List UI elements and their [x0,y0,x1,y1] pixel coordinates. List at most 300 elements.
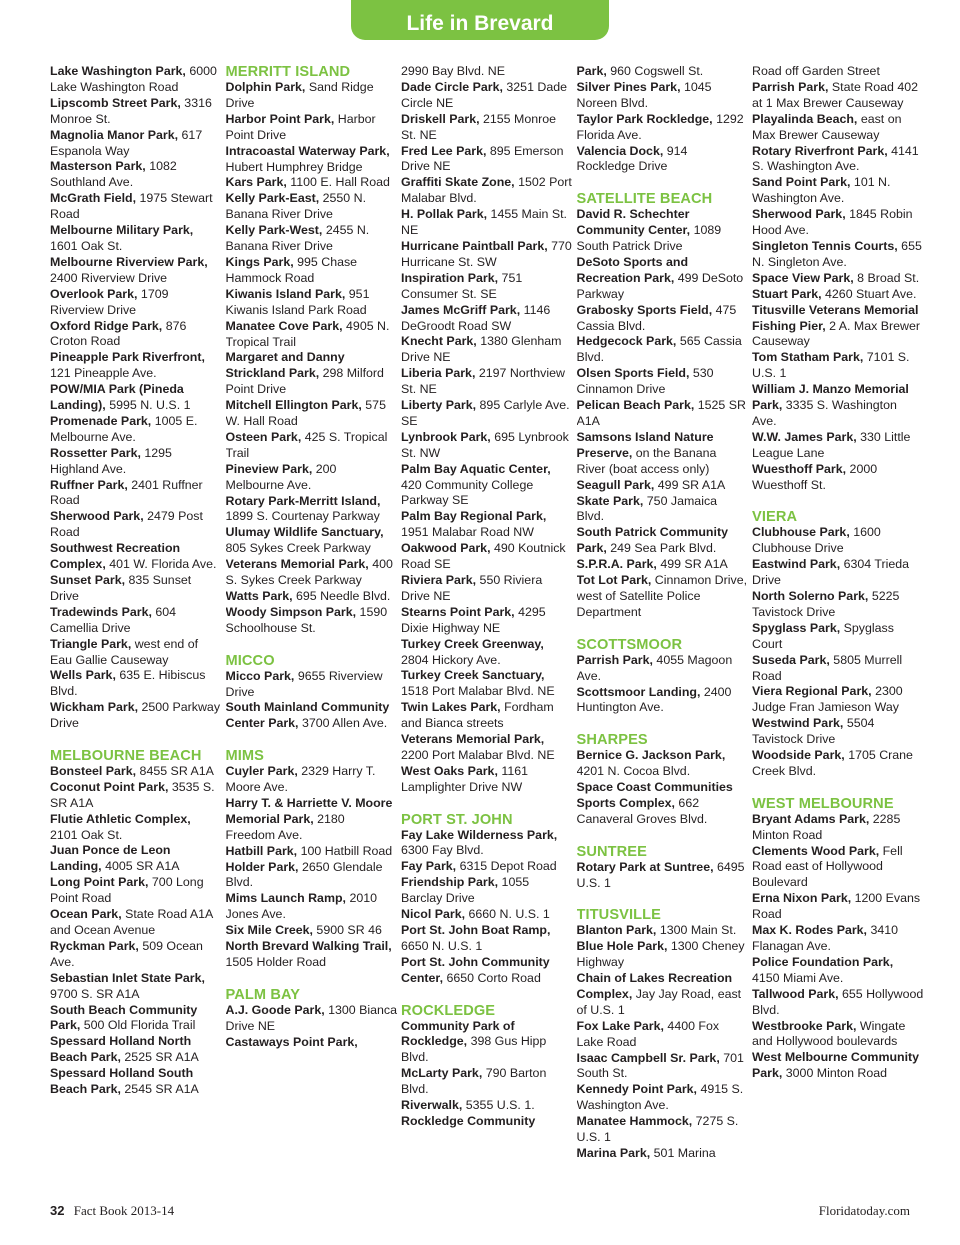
section-spacer [401,987,573,1003]
park-address: 914 Rockledge Drive [576,143,688,174]
park-entry [577,939,749,971]
park-entry [401,80,573,112]
park-entry [50,1034,222,1066]
park-address: 895 Emerson Drive NE [401,143,564,174]
park-entry [577,860,749,892]
park-address: 1505 Holder Road [225,955,327,969]
park-entry [401,541,573,573]
park-address: 425 S. Tropical Trail [225,429,388,460]
park-address: 5805 Murrell Road [752,652,903,683]
section-spacer [752,780,924,796]
park-entry [226,287,398,319]
park-name: Space View Park, [752,270,854,285]
park-entry [752,557,924,589]
park-address: 1295 Highland Ave. [50,445,172,476]
park-name: Rotary Park at Suntree, [576,859,714,874]
park-address: 1975 Stewart Road [50,191,213,222]
park-name: Stearns Point Park, [401,604,515,619]
park-entry [577,971,749,1019]
park-name: Westwind Park, [752,716,844,731]
park-address: 530 Cinnamon Drive [576,366,714,397]
park-name: Kings Park, [225,254,294,269]
park-address: 1300 Bianca Drive NE [225,1002,398,1033]
park-address: 1055 Barclay Drive [401,875,530,906]
park-name: Wuesthoff Park, [752,461,847,476]
park-address: 951 Kiwanis Island Park Road [225,286,370,317]
park-address: 662 Canaveral Groves Blvd. [576,795,708,826]
park-entry [50,223,222,255]
park-entry [577,1146,749,1162]
park-entry [50,191,222,223]
park-address: Spyglass Court [752,620,894,651]
park-address: 895 Carlyle Ave. SE [401,398,570,428]
section-spacer [577,891,749,907]
park-address: State Road 402 at 1 Max Brewer Causeway [752,79,919,110]
column-1 [50,64,226,1194]
park-name: Playalinda Beach, [752,111,858,126]
park-entry [577,255,749,303]
park-address: Jay Jay Road, east of U.S. 1 [576,986,742,1017]
park-address: 5225 Tavistock Drive [752,588,900,619]
park-address: 2400 Huntington Ave. [576,684,732,715]
park-entry [752,891,924,923]
park-entry [226,860,398,892]
park-entry [401,144,573,176]
park-name: Erna Nixon Park, [752,891,852,906]
park-entry [226,700,398,732]
park-entry [50,478,222,510]
park-address: 1146 DeGroodt Road SW [401,302,551,333]
park-entry [226,939,398,971]
park-entry [226,80,398,112]
park-address: 1300 Main St. [659,923,737,938]
park-entry [401,700,573,732]
park-entry [226,764,398,796]
park-name: North Solerno Park, [752,588,869,603]
park-name: Ocean Park, [50,907,122,922]
park-name: West Oaks Park, [401,763,498,778]
park-address: 960 Cogswell St. [610,64,704,78]
park-address: 121 Pineapple Ave. [50,366,157,381]
park-address: 3251 Dade Circle NE [401,79,568,110]
park-entry [226,844,398,860]
park-name: Singleton Tennis Courts, [752,238,898,253]
park-address: 3410 Flanagan Ave. [752,923,899,953]
park-name: Southwest Recreation Complex, [50,541,181,572]
park-address: 1601 Oak St. [50,238,123,253]
park-name: Stuart Park, [752,286,822,301]
park-name: Silver Pines Park, [576,79,681,94]
park-address: 2550 N. Banana River Drive [225,191,367,222]
park-entry [226,589,398,605]
park-entry [401,430,573,462]
park-entry [226,175,398,191]
park-address: 499 DeSoto Parkway [576,270,744,301]
park-entry [752,303,924,351]
park-entry [577,748,749,780]
park-entry [752,382,924,430]
park-address: 655 Hollywood Blvd. [752,986,924,1017]
park-name: Nicol Park, [401,907,466,922]
park-entry [401,1098,573,1114]
park-address: 3700 Allen Ave. [301,716,388,731]
park-entry [226,223,398,255]
park-entry [401,271,573,303]
park-address: 2400 Riverview Drive [50,270,168,285]
park-name: Overlook Park, [50,286,138,301]
park-entry [401,764,573,796]
park-name: Sherwood Park, [50,509,144,524]
park-name: Micco Park, [225,668,295,683]
section-spacer [226,637,398,653]
park-address: 249 Sea Park Blvd. [610,541,717,556]
park-address: 805 Sykes Creek Parkway [225,541,371,556]
park-entry [226,430,398,462]
park-address: 575 W. Hall Road [225,398,386,429]
park-entry [226,255,398,287]
park-name: Fox Lake Park, [576,1018,664,1033]
park-address: 420 Community College Parkway SE [401,477,534,508]
park-name: Mitchell Ellington Park, [225,398,362,413]
park-address: 5995 N. U.S. 1 [109,398,191,413]
park-address: 9655 Riverview Drive [225,668,383,699]
park-address: 1899 S. Courtenay Parkway [225,509,380,524]
park-entry [50,971,222,1003]
park-entry [401,239,573,271]
park-name: Space Coast Communities Sports Complex, [576,780,733,810]
park-name: Riverwalk, [401,1098,463,1113]
park-name: Clubhouse Park, [752,525,850,540]
park-address: Hubert Humphrey Bridge [225,159,363,174]
section-spacer [226,732,398,748]
park-name: Rotary Park-Merritt Island, [225,493,381,508]
park-entry [50,668,222,700]
park-address: 695 Needle Blvd. [295,589,391,603]
park-name: Tallwood Park, [752,986,839,1001]
park-address: 9700 S. SR A1A [50,986,140,1001]
park-address: 1005 E. Melbourne Ave. [50,413,198,444]
park-name: Dade Circle Park, [401,79,503,94]
park-name: Driskell Park, [401,111,480,126]
park-address: 6304 Trieda Drive [752,557,910,588]
park-name: Bernice G. Jackson Park, [576,748,726,763]
park-entry [577,303,749,335]
park-entry [50,541,222,573]
park-name: Pelican Beach Park, [576,398,695,413]
park-name: Magnolia Manor Park, [50,127,179,142]
park-address: east on Max Brewer Causeway [752,111,902,142]
park-name: Melbourne Riverview Park, [50,254,208,269]
section-spacer [401,796,573,812]
park-address: 6300 Fay Blvd. [401,843,484,858]
park-address: 790 Barton Blvd. [401,1066,547,1097]
park-address: 2525 SR A1A [124,1050,199,1065]
park-address: 8 Broad St. [857,270,920,285]
park-address: 499 SR A1A [657,477,726,492]
park-address: 655 N. Singleton Ave. [752,238,922,269]
park-name: William J. Manzo Memorial Park, [752,382,909,413]
park-name: Knecht Park, [401,334,477,349]
park-address: 2804 Hickory Ave. [401,652,501,667]
park-name: Rockledge Community [401,1113,536,1128]
park-address: 1200 Evans Road [752,891,921,922]
park-address: 6495 U.S. 1 [576,859,745,890]
park-name: Viera Regional Park, [752,684,872,699]
park-address: 2650 Glendale Blvd. [225,859,383,890]
park-address: 2 A. Max Brewer Causeway [752,318,921,349]
park-entry [50,843,222,875]
park-name: Woodside Park, [752,748,845,763]
park-address: 701 South St. [576,1050,744,1081]
park-address: 330 Little League Lane [752,429,911,460]
park-name: Liberty Park, [401,398,477,413]
park-entry [401,637,573,669]
park-name: Palm Bay Aquatic Center, [401,461,551,476]
park-name: Bonsteel Park, [50,763,137,778]
park-name: Six Mile Creek, [225,923,313,938]
park-name: Margaret and Danny Strickland Park, [225,350,345,381]
park-name: Lynbrook Park, [401,429,491,444]
park-name: South Mainland Community Center Park, [225,700,390,731]
park-address: Fell Road east of Hollywood Boulevard [752,843,903,890]
park-name: A.J. Goode Park, [225,1002,325,1017]
park-address: 1845 Robin Hood Ave. [752,207,913,238]
park-name: Kelly Park-West, [225,223,323,238]
park-name: Oxford Ridge Park, [50,318,163,333]
park-name: Dolphin Park, [225,80,306,94]
park-entry [577,525,749,557]
park-name: POW/MIA Park (Pineda Landing), [50,382,184,413]
park-name: Grabosky Sports Field, [576,302,713,317]
park-name: Ruffner Park, [50,477,128,492]
park-address: 101 N. Washington Ave. [752,175,891,206]
publication-name: Fact Book 2013-14 [73,1203,175,1218]
park-address: 1089 South Patrick Drive [576,223,722,254]
park-name: S.P.R.A. Park, [576,557,657,572]
park-address: 200 Melbourne Ave. [225,461,337,492]
park-name: Wells Park, [50,668,116,683]
park-entry [401,1066,573,1098]
park-name: Manatee Cove Park, [225,318,343,333]
park-name: Fay Park, [401,859,457,874]
park-address: 635 E. Hibiscus Blvd. [50,668,206,699]
park-name: Taylor Park Rockledge, [576,111,713,126]
park-name: Manatee Hammock, [576,1114,693,1129]
park-address: 2455 N. Banana River Drive [225,223,370,254]
park-entry [752,175,924,207]
park-entry [752,287,924,303]
park-name: Chain of Lakes Recreation Complex, [576,971,733,1001]
park-entry [50,907,222,939]
park-address: 1100 E. Hall Road [290,175,390,190]
park-address: 500 Old Florida Trail [83,1018,196,1033]
park-name: Intracoastal Waterway Park, [225,143,390,158]
park-entry [226,191,398,223]
park-address: 2180 Freedom Ave. [225,811,345,842]
park-entry [226,796,398,844]
park-entry [401,923,573,955]
park-name: Olsen Sports Field, [576,366,690,381]
city-heading: SUNTREE [576,843,647,860]
park-name: Osteen Park, [225,429,302,444]
park-address: Road off Garden Street [752,64,880,78]
park-name: Samsons Island Nature Preserve, [576,429,714,460]
park-entry [752,144,924,176]
section-spacer [50,732,222,748]
park-entry [401,303,573,335]
park-entry [752,955,924,987]
park-entry [752,271,924,287]
park-name: Blue Hole Park, [576,939,668,954]
park-entry [401,366,573,398]
park-address: State Road A1A and Ocean Avenue [50,907,213,938]
park-listing-columns [50,64,924,1194]
park-entry [752,589,924,621]
park-name: Parrish Park, [752,79,829,94]
section-spacer [752,493,924,509]
park-entry [401,605,573,637]
park-entry [577,207,749,255]
park-entry [50,764,222,780]
park-address: 509 Ocean Ave. [50,938,203,969]
park-name: Rotary Riverfront Park, [752,143,888,158]
park-name: Westbrooke Park, [752,1018,857,1033]
city-heading: PORT ST. JOHN [401,811,513,828]
park-entry [50,414,222,446]
park-entry [50,128,222,160]
park-entry [577,494,749,526]
park-entry [401,334,573,366]
park-name: Graffiti Skate Zone, [401,175,515,190]
park-entry [752,844,924,892]
park-address: 4150 Miami Ave. [752,970,844,985]
park-name: Wickham Park, [50,700,139,715]
park-address: 3000 Minton Road [785,1066,888,1081]
city-heading: SCOTTSMOOR [576,636,683,653]
park-entry [226,398,398,430]
park-address: 4055 Magoon Ave. [576,652,733,683]
park-name: Harry T. & Harriette V. Moore Memorial Park, [225,795,393,826]
park-address: 2197 Northview St. NE [401,366,565,397]
park-entry [752,112,924,144]
park-entry [401,509,573,541]
section-spacer [577,175,749,191]
park-entry [577,1051,749,1083]
park-address: 475 Cassia Blvd. [576,302,737,333]
park-address: 995 Chase Hammock Road [225,254,358,285]
park-name: Watts Park, [225,589,293,603]
park-entry [226,144,398,176]
park-name: Veterans Memorial Park, [401,732,545,747]
park-entry [577,478,749,494]
park-name: Port St. John Community Center, [401,954,550,985]
park-entry [577,366,749,398]
section-spacer [577,828,749,844]
park-name: Suseda Park, [752,652,830,667]
park-address: 565 Cassia Blvd. [576,334,742,365]
park-address: 3535 S. SR A1A [50,779,215,810]
city-heading: TITUSVILLE [576,907,662,924]
park-address: 1292 Florida Ave. [576,111,744,142]
park-entry [401,1114,573,1130]
park-entry [226,494,398,526]
park-entry [577,430,749,478]
park-entry [50,382,222,414]
column-2 [226,64,402,1194]
park-entry [577,780,749,828]
park-name: Valencia Dock, [576,143,664,158]
park-name: Turkey Creek Greenway, [401,636,544,651]
park-name: South Patrick Community Park, [576,525,728,556]
park-address: 1082 Southland Ave. [50,159,177,190]
park-address: 1161 Lamplighter Drive NW [401,763,528,794]
park-name: Melbourne Military Park, [50,223,194,238]
park-address: 2285 Minton Road [752,811,901,842]
park-address: 2010 Jones Ave. [225,891,378,922]
park-entry [226,923,398,939]
park-address: Wingate and Hollywood boulevards [752,1018,906,1049]
park-entry [401,398,573,430]
park-name: Kelly Park-East, [225,191,320,206]
park-address: 4915 S. Washington Ave. [576,1082,744,1113]
park-entry [752,80,924,112]
park-name: McLarty Park, [401,1066,483,1081]
park-entry [752,430,924,462]
section-title: Life in Brevard [351,0,609,40]
park-entry [401,175,573,207]
park-address: 1502 Port Malabar Blvd. [401,175,572,206]
park-name: Max K. Rodes Park, [752,923,868,938]
park-entry [752,716,924,748]
park-entry [50,64,222,96]
park-entry [752,462,924,494]
park-name: Twin Lakes Park, [401,700,501,715]
park-name: H. Pollak Park, [401,207,488,222]
park-name: Pineview Park, [225,461,313,476]
park-entry [752,350,924,382]
park-entry [577,923,749,939]
park-entry [50,319,222,351]
park-address: 3335 S. Washington Ave. [752,398,897,428]
park-name: Coconut Point Park, [50,779,169,794]
park-name: Oakwood Park, [401,541,491,556]
park-name: Fay Lake Wilderness Park, [401,827,558,842]
park-entry [577,80,749,112]
park-address: 1525 SR A1A [576,398,746,429]
park-name: Riviera Park, [401,573,477,587]
park-address: 4201 N. Cocoa Blvd. [576,764,691,779]
park-name: DeSoto Sports and Recreation Park, [576,254,689,285]
park-entry [577,573,749,621]
park-address: 4260 Stuart Ave. [825,286,917,301]
park-name: Ulumay Wildlife Sanctuary, [225,525,384,540]
park-address: 2200 Port Malabar Blvd. NE [401,747,555,762]
park-entry [50,812,222,844]
park-entry [577,557,749,573]
park-entry [752,923,924,955]
park-address: 401 W. Florida Ave. [109,557,217,572]
park-entry [752,207,924,239]
park-name: Long Point Park, [50,875,149,890]
park-name: McGrath Field, [50,191,137,206]
park-entry [401,573,573,605]
park-entry [226,525,398,557]
park-address: 1045 Noreen Blvd. [576,79,712,110]
park-address: 2545 SR A1A [124,1082,199,1097]
park-address: 835 Sunset Drive [50,573,192,603]
park-address: 6660 N. U.S. 1 [468,907,550,922]
park-name: Fred Lee Park, [401,143,487,158]
